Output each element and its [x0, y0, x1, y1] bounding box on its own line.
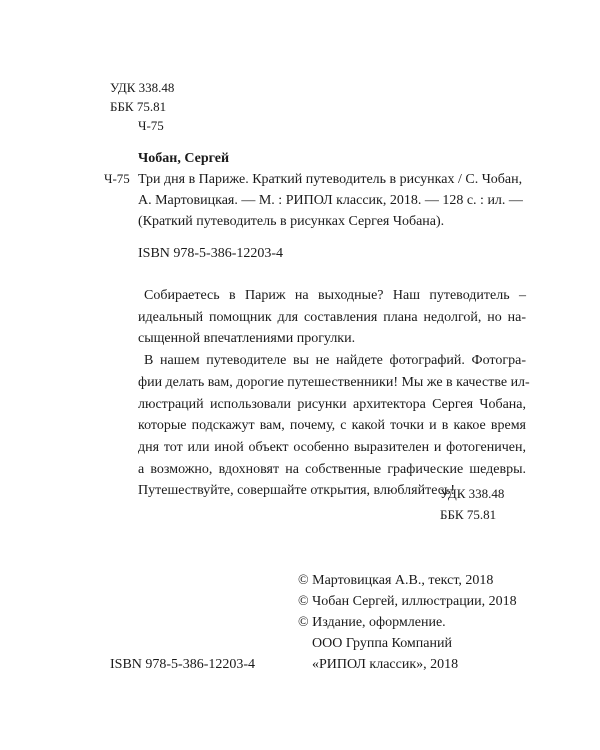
catalog-author: Чобан, Сергей [138, 151, 230, 166]
catalog-mark: Ч-75 [104, 171, 130, 186]
annotation-line: В нашем путеводителе вы не найдете фотографий. Фотогра- [144, 353, 526, 369]
catalog-description [138, 169, 523, 232]
copyright-block [298, 570, 517, 675]
catalog-line: (Краткий путеводитель в рисунках Сергея Чобана). [138, 214, 445, 229]
catalog-isbn: ISBN 978-5-386-12203-4 [138, 246, 284, 261]
copyright-line: ООО Группа Компаний [312, 636, 452, 651]
annotation-line: сыщенной впечатлениями прогулки. [138, 331, 356, 347]
annotation-line: Собираетесь в Париж на выходные? Наш путеводитель – [144, 288, 526, 303]
annotation-line: фии делать вам, дорогие путешественники! Мы же в качестве ил- [138, 374, 530, 390]
annotation-line: люстраций использовали рисунки архитектора Сергея Чобана, [138, 396, 526, 412]
bottom-isbn: ISBN 978-5-386-12203-4 [110, 657, 256, 672]
copyright-line: © Мартовицкая А.В., текст, 2018 [298, 573, 494, 588]
annotation-text [138, 285, 530, 502]
annotation-line: Путешествуйте, совершайте открытия, влюбляйтесь! [138, 483, 456, 499]
annotation-line: а возможно, вдохновят на собственные графические шедевры. [138, 461, 526, 477]
author-mark: Ч-75 [138, 118, 164, 133]
copyright-line: © Издание, оформление. [298, 615, 446, 630]
copyright-line: «РИПОЛ классик», 2018 [312, 657, 459, 672]
catalog-line: А. Мартовицкая. — М. : РИПОЛ классик, 2018. — 128 с. : ил. — [138, 193, 523, 208]
annotation-line: дня тот или иной объект особенно выразителен и фотогеничен, [138, 439, 526, 455]
copyright-line: © Чобан Сергей, иллюстрации, 2018 [298, 594, 517, 609]
annotation-line: которые подскажут вам, почему, с какой точки и в какое время [138, 418, 526, 434]
annotation-line: идеальный помощник для составления плана недолгой, но на- [138, 309, 526, 325]
footer-udk-code: УДК 338.48 [440, 486, 505, 501]
footer-bbk-code: ББК 75.81 [440, 507, 497, 522]
catalog-line: Три дня в Париже. Краткий путеводитель в рисунках / С. Чобан, [138, 172, 523, 187]
bbk-code: ББК 75.81 [110, 99, 167, 114]
udk-code: УДК 338.48 [110, 80, 175, 95]
